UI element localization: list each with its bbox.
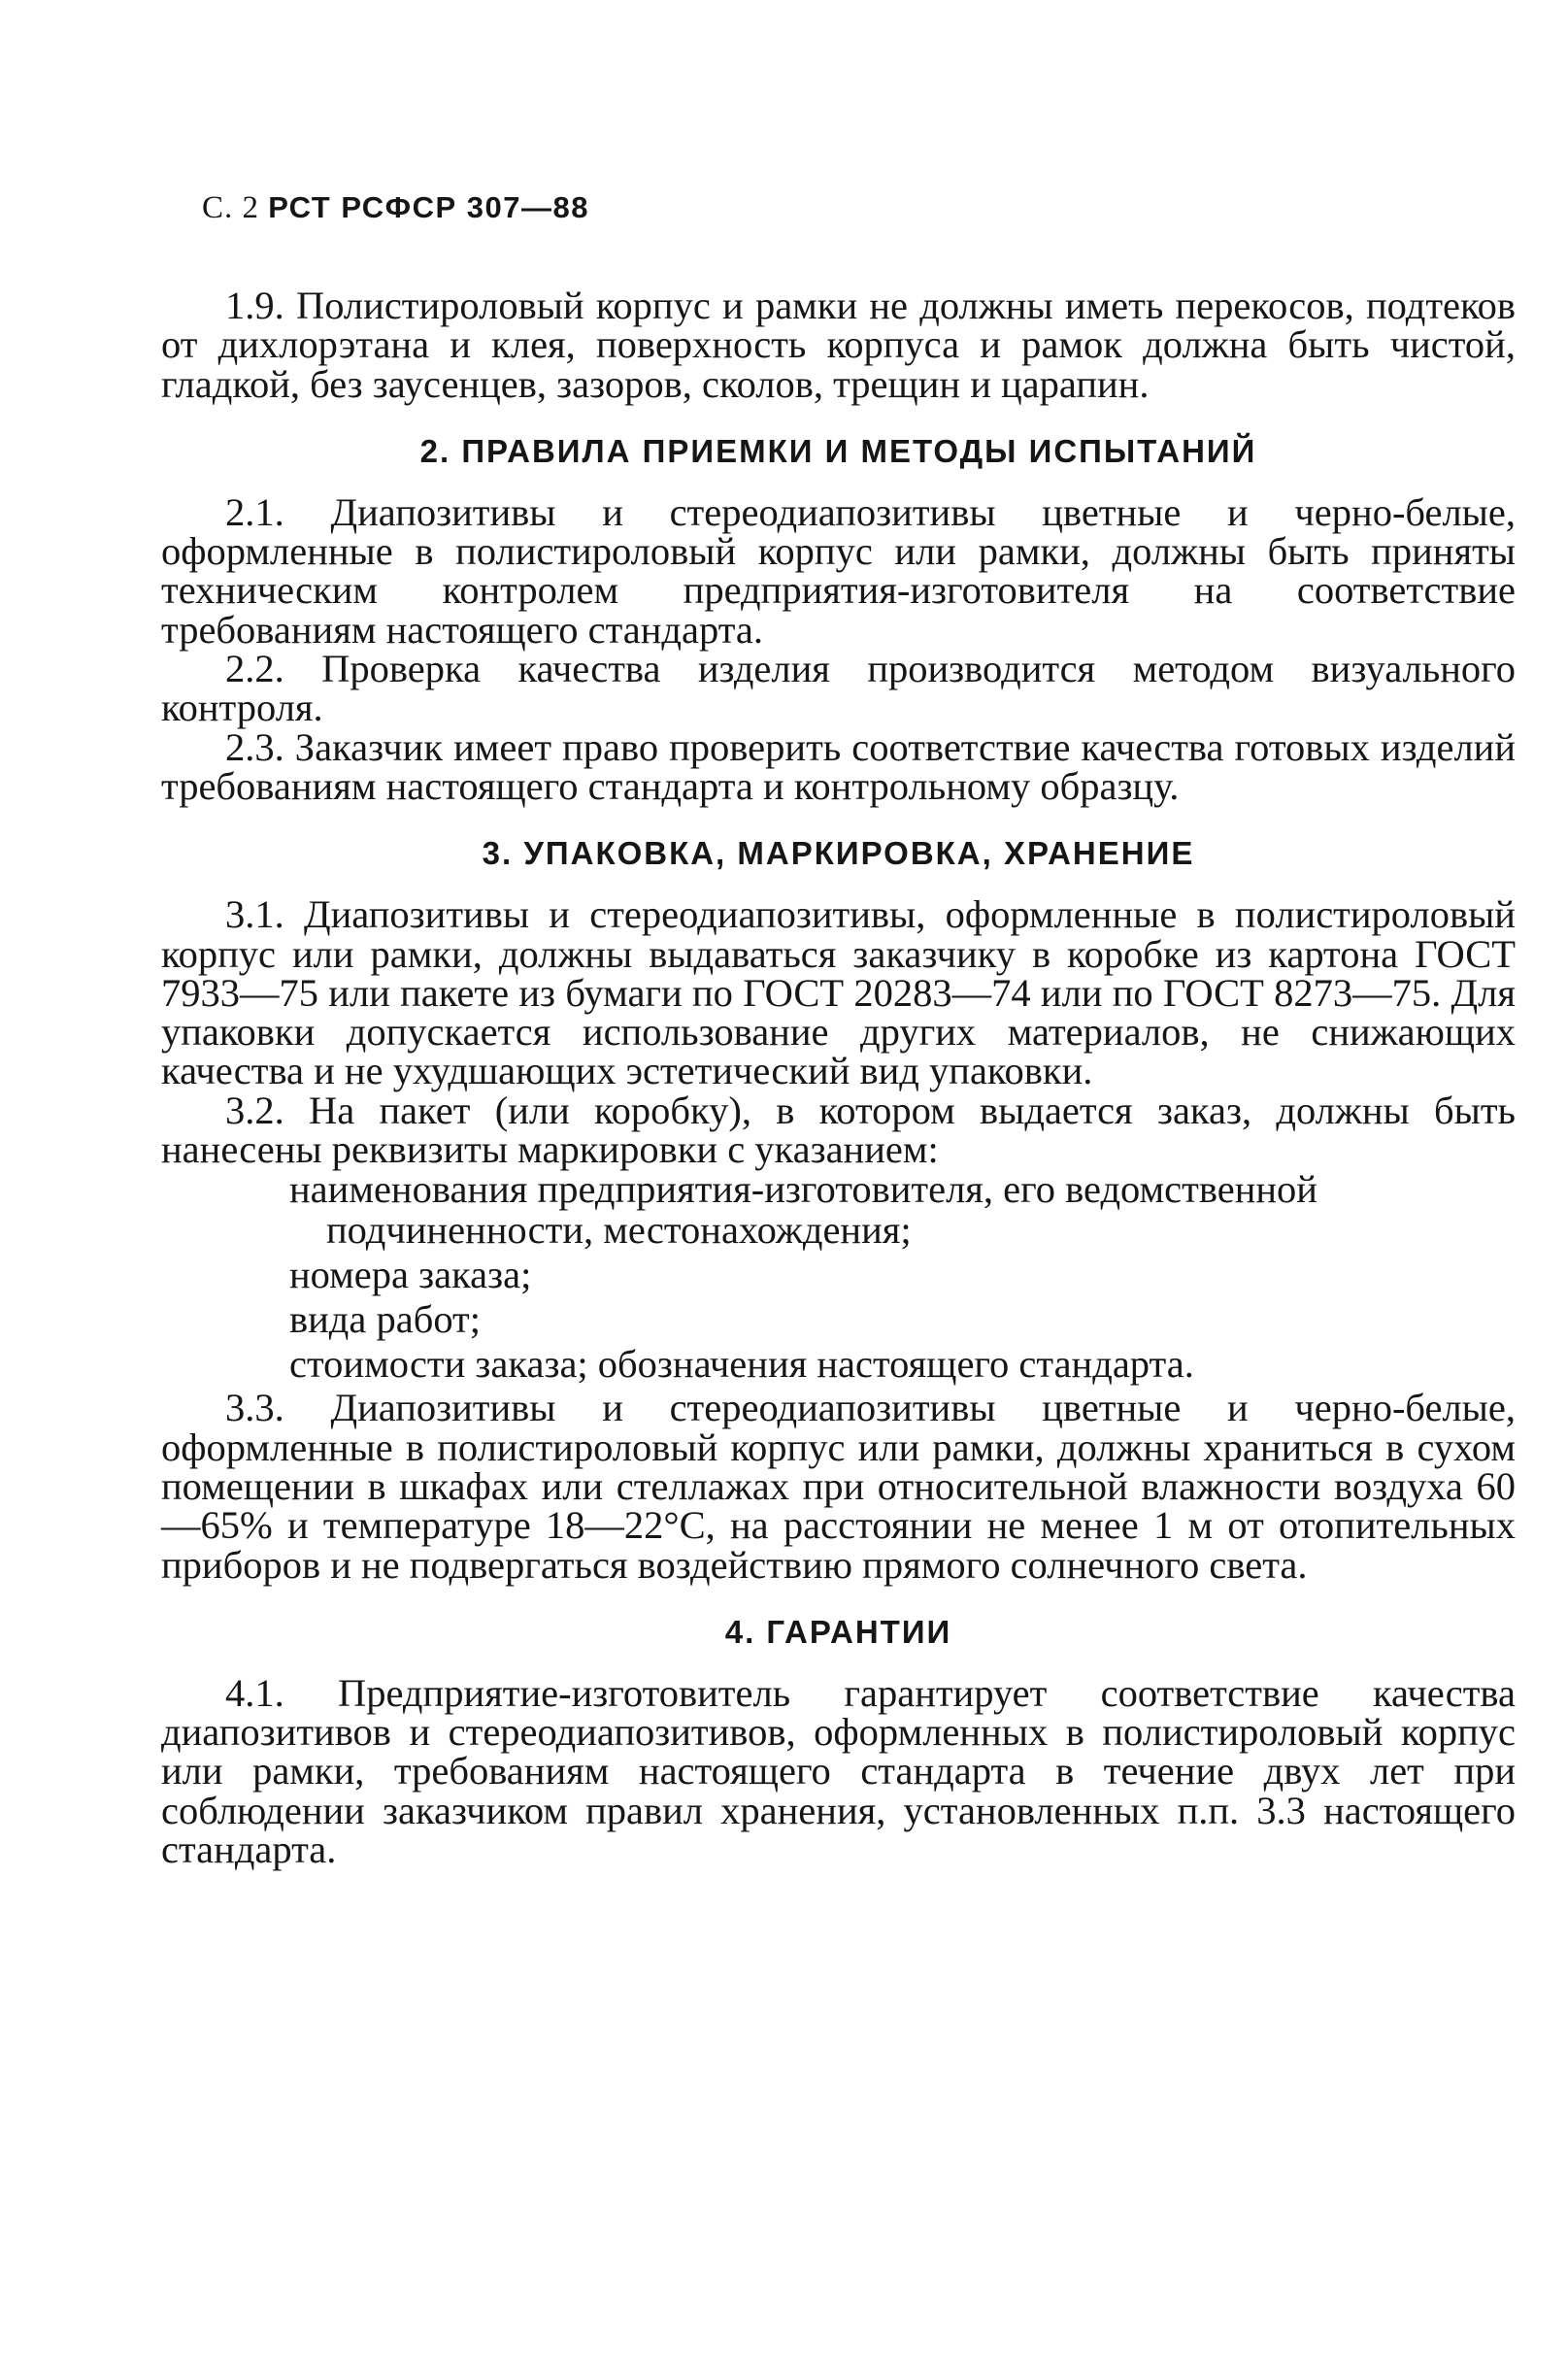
document-body xyxy=(161,284,1516,1872)
clause-2-2: 2.2. Проверка качества изделия производится методом визуального контроля. xyxy=(161,647,1516,730)
section-3-heading: 3. УПАКОВКА, МАРКИРОВКА, ХРАНЕНИЕ xyxy=(482,835,1195,872)
clause-2-3: 2.3. Заказчик имеет право проверить соответствие качества готовых изделий требованиям настоящего стандарта и контрольному образцу. xyxy=(161,724,1516,808)
clause-3-1: 3.1. Диапозитивы и стереодиапозитивы, оформленные в полистироловый корпус или рамки, должны выдаваться заказчику в коробке из картона ГОСТ 7933—75 или пакете из бумаги по ГОСТ 20283—74 или по ГОСТ 8273—75. Для упаковки допускается использование других материалов, не снижающих качества и не ухудшающих эстетический вид упаковки. xyxy=(161,892,1516,1093)
list-item: вида работ; xyxy=(289,1297,482,1342)
list-item: наименования предприятия-изготовителя, его ведомственной подчиненности, местонахождения; xyxy=(289,1167,1317,1253)
list-item: стоимости заказа; обозначения настоящего стандарта. xyxy=(289,1342,1194,1387)
running-head xyxy=(202,190,589,226)
clause-3-2: 3.2. На пакет (или коробку), в котором выдается заказ, должны быть нанесены реквизиты маркировки с указанием: xyxy=(161,1088,1516,1172)
marking-requirements-list xyxy=(161,1169,1516,1385)
clause-1-9: 1.9. Полистироловый корпус и рамки не должны иметь перекосов, подтеков от дихлорэтана и клея, поверхность корпуса и рамок должна быть чистой, гладкой, без заусенцев, зазоров, сколов, трещин и царапин. xyxy=(161,284,1516,406)
page-number: С. 2 xyxy=(202,190,260,225)
section-4-heading: 4. ГАРАНТИИ xyxy=(724,1613,952,1650)
document-code: РСТ РСФСР 307—88 xyxy=(268,190,589,224)
section-2-heading: 2. ПРАВИЛА ПРИЕМКИ И МЕТОДЫ ИСПЫТАНИЙ xyxy=(419,432,1257,469)
clause-2-1: 2.1. Диапозитивы и стереодиапозитивы цветные и черно-белые, оформленные в полистироловый корпус или рамки, должны быть приняты техническим контролем предприятия-изготовителя на соответствие требованиям настоящего стандарта. xyxy=(161,489,1516,652)
list-item: номера заказа; xyxy=(289,1253,532,1297)
clause-3-3: 3.3. Диапозитивы и стереодиапозитивы цветные и черно-белые, оформленные в полистироловый корпус или рамки, должны храниться в сухом помещении в шкафах или стеллажах при относительной влажности воздуха 60—65% и температуре 18—22°С, на расстоянии не менее 1 м от отопительных приборов и не подвергаться воздействию прямого солнечного света. xyxy=(161,1386,1516,1587)
clause-4-1: 4.1. Предприятие-изготовитель гарантирует соответствие качества диапозитивов и стереодиапозитивов, оформленных в полистироловый корпус или рамки, требованиям настоящего стандарта в течение двух лет при соблюдении заказчиком правил хранения, установленных п.п. 3.3 настоящего стандарта. xyxy=(161,1670,1516,1872)
